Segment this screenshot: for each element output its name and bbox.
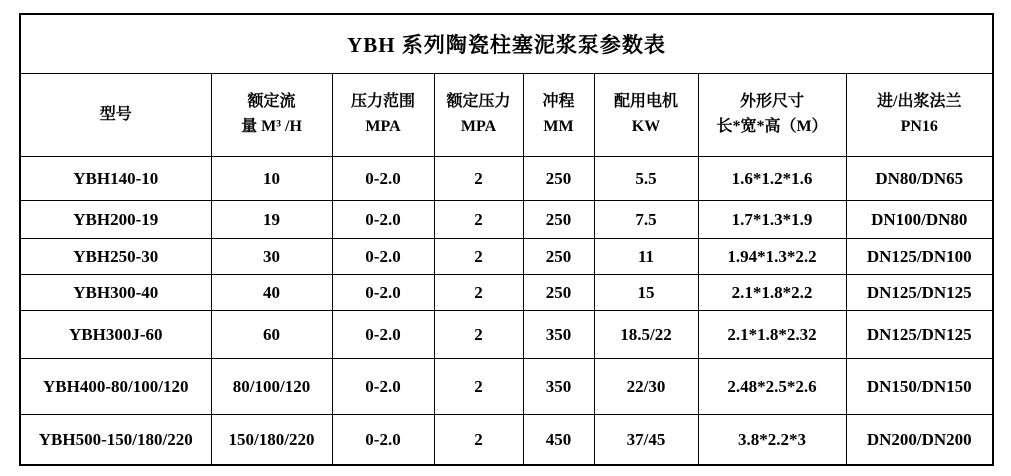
cell-pressure-range: 0-2.0: [332, 157, 434, 201]
cell-flow: 30: [211, 239, 332, 275]
cell-flow: 40: [211, 275, 332, 311]
cell-model: YBH140-10: [20, 157, 211, 201]
header-motor: 配用电机 KW: [594, 74, 698, 157]
cell-motor: 18.5/22: [594, 311, 698, 359]
cell-model: YBH250-30: [20, 239, 211, 275]
cell-pressure-range: 0-2.0: [332, 359, 434, 415]
cell-dimensions: 1.7*1.3*1.9: [698, 201, 846, 239]
cell-dimensions: 2.1*1.8*2.32: [698, 311, 846, 359]
cell-pressure-range: 0-2.0: [332, 201, 434, 239]
header-model-label: 型号: [99, 105, 132, 123]
table-header-row: [20, 74, 993, 157]
cell-dimensions: 2.1*1.8*2.2: [698, 275, 846, 311]
cell-flow: 60: [211, 311, 332, 359]
cell-flange: DN125/DN125: [846, 275, 993, 311]
cell-dimensions: 1.94*1.3*2.2: [698, 239, 846, 275]
table-row: [20, 201, 993, 239]
cell-flow: 10: [211, 157, 332, 201]
cell-stroke: 350: [523, 311, 594, 359]
cell-rated-pressure: 2: [434, 201, 523, 239]
header-flange: 进/出浆法兰 PN16: [846, 74, 993, 157]
table-row: [20, 157, 993, 201]
cell-flange: DN150/DN150: [846, 359, 993, 415]
cell-model: YBH200-19: [20, 201, 211, 239]
cell-pressure-range: 0-2.0: [332, 275, 434, 311]
cell-rated-pressure: 2: [434, 359, 523, 415]
cell-model: YBH300J-60: [20, 311, 211, 359]
cell-dimensions: 3.8*2.2*3: [698, 415, 846, 466]
cell-rated-pressure: 2: [434, 275, 523, 311]
cell-pressure-range: 0-2.0: [332, 415, 434, 466]
table-row: [20, 275, 993, 311]
cell-flange: DN125/DN125: [846, 311, 993, 359]
cell-stroke: 250: [523, 239, 594, 275]
cell-model: YBH500-150/180/220: [20, 415, 211, 466]
cell-flange: DN200/DN200: [846, 415, 993, 466]
cell-flange: DN100/DN80: [846, 201, 993, 239]
cell-dimensions: 1.6*1.2*1.6: [698, 157, 846, 201]
cell-flow: 150/180/220: [211, 415, 332, 466]
pump-parameters-table: [19, 13, 994, 466]
table-row: [20, 311, 993, 359]
pump-parameters-document: [19, 13, 994, 466]
cell-motor: 7.5: [594, 201, 698, 239]
header-model: [20, 74, 211, 157]
cell-model: YBH300-40: [20, 275, 211, 311]
header-stroke: 冲程 MM: [523, 74, 594, 157]
table-title-row: [20, 14, 993, 74]
header-flow: 额定流 量 M³ /H: [211, 74, 332, 157]
cell-rated-pressure: 2: [434, 311, 523, 359]
cell-motor: 15: [594, 275, 698, 311]
cell-motor: 11: [594, 239, 698, 275]
cell-stroke: 250: [523, 157, 594, 201]
cell-flange: DN80/DN65: [846, 157, 993, 201]
table-title: YBH 系列陶瓷柱塞泥浆泵参数表: [20, 14, 993, 74]
cell-stroke: 450: [523, 415, 594, 466]
cell-motor: 37/45: [594, 415, 698, 466]
cell-rated-pressure: 2: [434, 157, 523, 201]
cell-motor: 22/30: [594, 359, 698, 415]
header-dimensions: 外形尺寸 长*宽*高（M）: [698, 74, 846, 157]
cell-flow: 80/100/120: [211, 359, 332, 415]
cell-motor: 5.5: [594, 157, 698, 201]
cell-pressure-range: 0-2.0: [332, 239, 434, 275]
header-pressure-range: 压力范围 MPA: [332, 74, 434, 157]
table-row: [20, 359, 993, 415]
header-rated-pressure: 额定压力 MPA: [434, 74, 523, 157]
cell-rated-pressure: 2: [434, 415, 523, 466]
cell-stroke: 250: [523, 201, 594, 239]
cell-model: YBH400-80/100/120: [20, 359, 211, 415]
table-row: [20, 239, 993, 275]
cell-stroke: 250: [523, 275, 594, 311]
cell-pressure-range: 0-2.0: [332, 311, 434, 359]
cell-flow: 19: [211, 201, 332, 239]
cell-stroke: 350: [523, 359, 594, 415]
cell-rated-pressure: 2: [434, 239, 523, 275]
cell-flange: DN125/DN100: [846, 239, 993, 275]
cell-dimensions: 2.48*2.5*2.6: [698, 359, 846, 415]
table-row: [20, 415, 993, 466]
